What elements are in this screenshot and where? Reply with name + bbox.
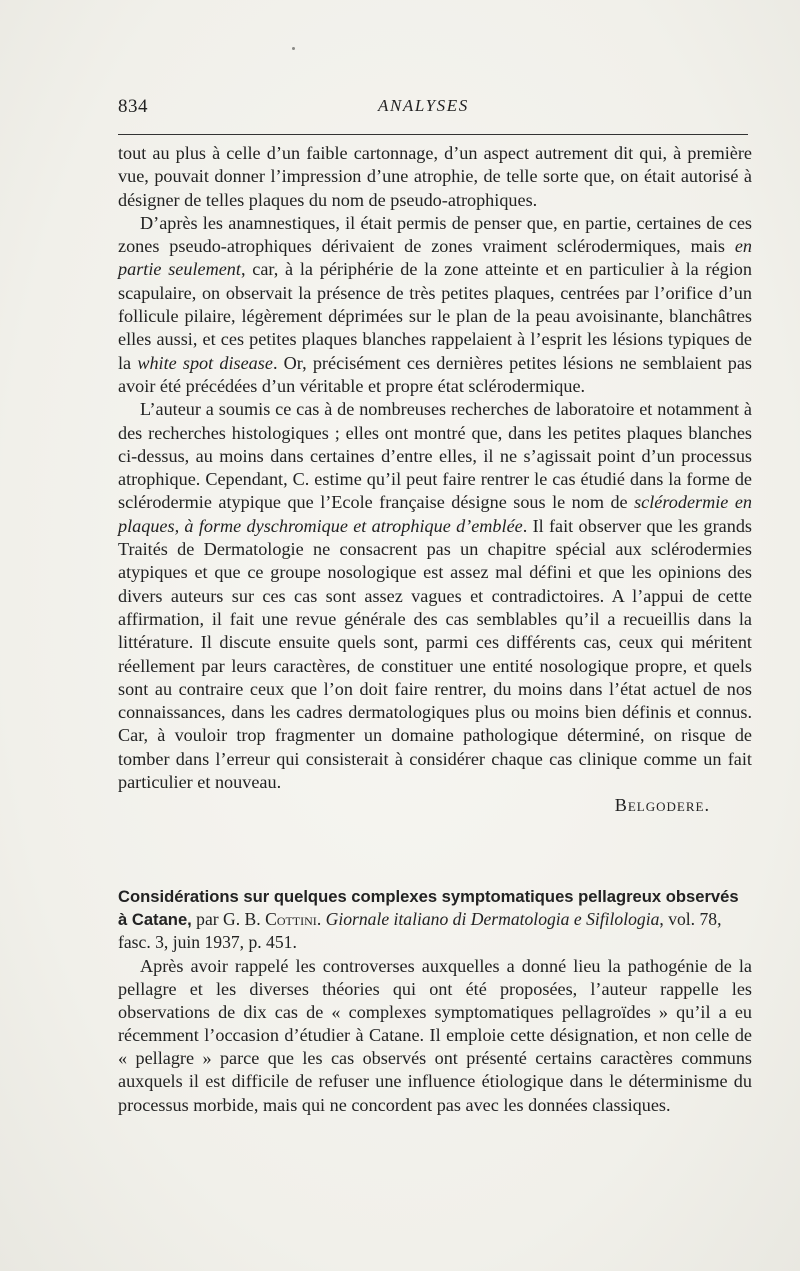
header-rule bbox=[118, 134, 748, 135]
citation-details: , vol. 78, fasc. 3, juin 1937, p. 451. bbox=[118, 909, 722, 952]
text-run: , car, à la périphérie de la zone atteinte et en particulier à la région scapulaire, on observait la présence de très petites plaques, centrées par l’orifice d’un follicule pilaire, légèrement déprimées sur le plan de la peau avoisinante, blanchâtres elles aussi, et ces petites plaques blanches rappelaient à l’esprit les lésions typiques de la bbox=[118, 259, 752, 373]
page-header bbox=[118, 96, 748, 126]
byline-prefix: par G. B. bbox=[191, 909, 266, 929]
article-2-paragraph-1: Après avoir rappelé les controverses auxquelles a donné lieu la pathogénie de la pellagre et les diverses théories qui ont été proposées, l’auteur rappelle les observations de dix cas de « complexes symptomatiques pellagroïdes » qu’il a eu récemment l’occasion d’étudier à Catane. Il emploie cette désignation, et non celle de « pellagre » parce que les cas observés ont présenté certains caractères communs auxquels il est difficile de refuser une influence étiologique dans le déterminisme du processus morbide, mais qui ne concordent pas avec les données classiques. bbox=[118, 956, 752, 1115]
reviewer-signature: Belgodere. bbox=[614, 795, 710, 816]
text-run: L’auteur a soumis ce cas à de nombreuses recherches de laboratoire et notamment à des recherches histologiques ; elles ont montré que, dans les petites plaques blanches ci-dessus, au moins dans certaines d’entre elles, il ne s’agissait point d’un processus atrophique. Cependant, C. estime qu’il peut faire rentrer le cas étudié dans la forme de sclérodermie atypique que l’Ecole française désigne sous le nom de bbox=[118, 399, 752, 513]
emphasis: white spot disease bbox=[137, 352, 273, 373]
article-2-title: Considérations sur quelques complexes symptomatiques pellagreux observés à Catane, bbox=[118, 887, 739, 929]
text-run: . Il fait observer que les grands Traités de Dermatologie ne consacrent pas un chapitre spécial aux sclérodermies atypiques et que ce groupe nosologique est assez mal défini et que les opinions des divers auteurs sur ces cas sont assez vagues et contradictoires. A l’appui de cette affirmation, il fait une revue générale des cas semblables qu’il a recueillis dans la littérature. Il discute ensuite quels sont, parmi ces différents cas, ceux qui méritent réellement par leurs caractères, de constituer une entité nosologique propre, et quels sont au contraire ceux que l’on doit faire rentrer, du moins dans l’état actuel de nos connaissances, dans les cadres dermatologiques plus ou moins bien définis et connus. Car, à vouloir trop fragmenter un domaine pathologique déterminé, on risque de tomber dans l’erreur qui consisterait à considérer chaque cas clinique comme un fait particulier et nouveau. bbox=[118, 515, 752, 793]
ink-speck bbox=[292, 47, 295, 50]
byline-separator: . bbox=[316, 909, 326, 929]
article-1-body bbox=[118, 142, 752, 818]
emphasis: en partie seulement bbox=[118, 236, 752, 280]
emphasis: sclérodermie en plaques, à forme dyschromique et atrophique d’emblée bbox=[118, 492, 752, 536]
article-2-heading bbox=[118, 885, 752, 954]
article-1-paragraph-1: tout au plus à celle d’un faible cartonnage, d’un aspect autrement dit qui, à première vue, pouvait donner l’impression d’une atrophie, de telle sorte que, on était autorisé à désigner de telles plaques du nom de pseudo-atrophiques. bbox=[118, 143, 752, 210]
text-run: D’après les anamnestiques, il était permis de penser que, en partie, certaines de ces zones pseudo-atrophiques dérivaient de zones vraiment sclérodermiques, mais bbox=[118, 212, 752, 257]
author-name: Cottini bbox=[265, 909, 317, 929]
article-1-paragraph-3 bbox=[118, 398, 752, 817]
running-title: ANALYSES bbox=[378, 96, 469, 115]
article-2-body bbox=[118, 955, 752, 1117]
page-number: 834 bbox=[118, 96, 148, 117]
article-1-paragraph-2 bbox=[118, 212, 752, 398]
text-run: . Or, précisément ces dernières petites lésions ne semblaient pas avoir été précédées d’un véritable et propre état sclérodermique. bbox=[118, 352, 752, 396]
journal-name: Giornale italiano di Dermatologia e Sifilologia bbox=[325, 909, 660, 929]
